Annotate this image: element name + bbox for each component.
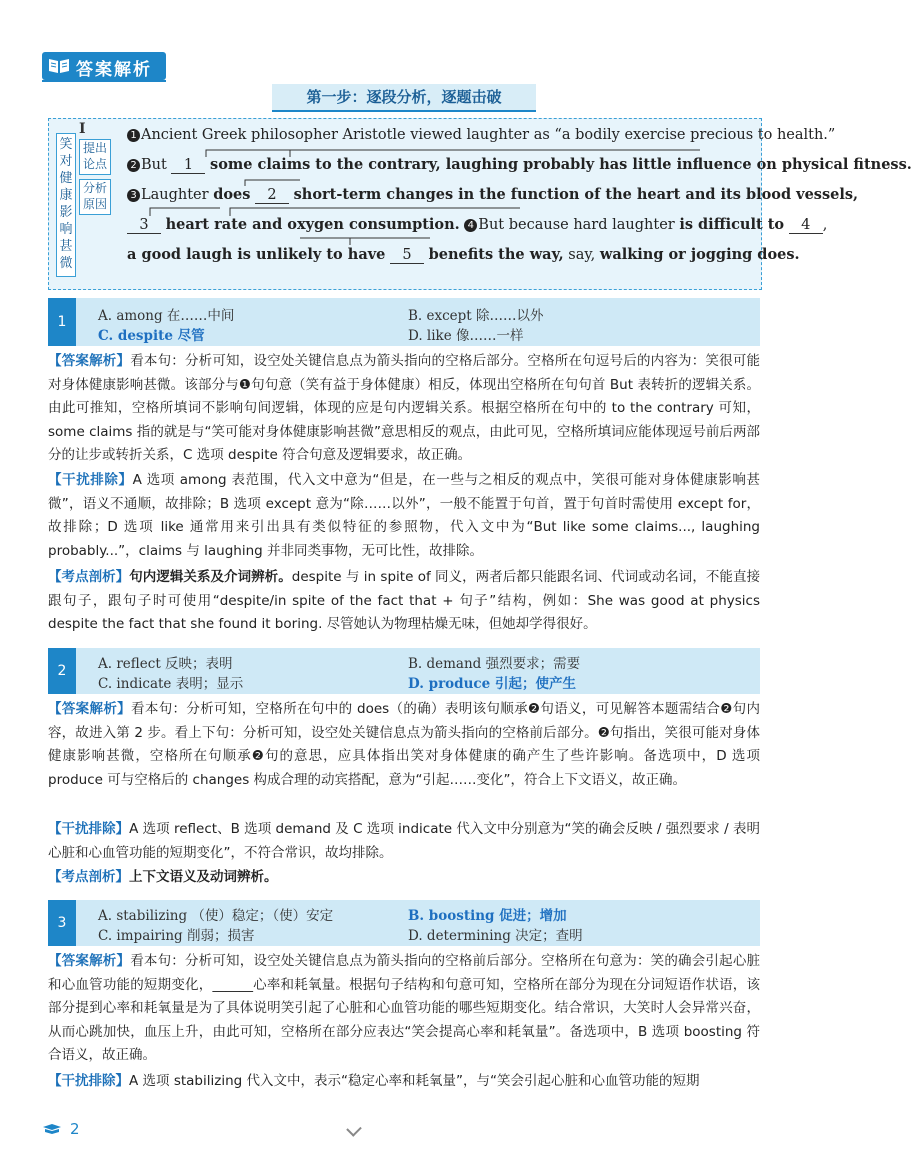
sentence-text: benefits the way, xyxy=(428,246,564,263)
option-c: C. indicate 表明；显示 xyxy=(98,676,244,692)
paragraph-theme-label: 笑对健康影响甚微 xyxy=(56,133,76,277)
passage-arrows xyxy=(0,0,800,300)
sentence-text: But because hard laughter xyxy=(478,217,675,233)
arrow-line xyxy=(350,238,430,245)
question-3-options xyxy=(48,900,760,946)
tag-analysis: 【答案解析】 xyxy=(48,353,131,369)
analysis-text: 看本句：分析可知，设空处关键信息点为箭头指向的空格后部分。空格所在句逗号后的内容为：笑很可能对身体健康影响甚微。该部分与❶句句意（笑有益于身体健康）相反，体现出空格所在句句首 But 表转折的逻辑关系。由此可推知，空格所填词不影响句间逻辑，体现的应是句内逻辑关系。根据空格所在句中的 to the contrary 可知，some claims 指的就是与“笑可能对身体健康影响甚微”意思相反的观点，由此可见，空格所填词应能体现逗号前后两部分的让步或转折关系，C 选项 despite 符合句意及逻辑要求，故正确。 xyxy=(48,353,761,463)
arrow-line xyxy=(230,208,520,216)
question-1-options xyxy=(48,298,760,346)
q3-answer-analysis xyxy=(48,950,760,1068)
tag-point: 【考点剖析】 xyxy=(48,569,130,585)
option-a: A. among 在……中间 xyxy=(98,308,235,324)
question-number: 2 xyxy=(48,648,76,694)
sentence-text: heart rate and oxygen consumption. xyxy=(165,216,460,233)
sentence-text: walking or jogging does. xyxy=(599,246,800,263)
point-title: 上下文语义及动词辨析。 xyxy=(129,869,278,885)
page-footer xyxy=(42,1120,80,1138)
sentence-number: 1 xyxy=(127,129,140,142)
point-title: 句内逻辑关系及介词辨析。 xyxy=(129,569,292,585)
option-c-correct: C. despite 尽管 xyxy=(98,328,205,344)
distractor-text: A 选项 stabilizing 代入文中，表示“稳定心率和耗氧量”，与“笑会引起心脏和心血管功能的短期 xyxy=(129,1073,700,1089)
tag-distractor: 【干扰排除】 xyxy=(48,1073,129,1089)
arrow-bracket xyxy=(206,150,290,157)
tag-distractor: 【干扰排除】 xyxy=(48,821,130,837)
sentence-text: Laughter xyxy=(141,187,209,203)
sentence-text: is difficult to xyxy=(679,216,785,233)
sentence-text: But xyxy=(141,157,167,173)
blank-4: 4 xyxy=(789,217,823,234)
tag-analysis: 【答案解析】 xyxy=(48,953,131,969)
q2-answer-analysis xyxy=(48,698,760,792)
arrow-bracket xyxy=(150,208,220,216)
q2-point xyxy=(48,866,760,890)
question-number: 1 xyxy=(48,298,76,346)
option-d: D. determining 决定；查明 xyxy=(408,928,583,944)
sentence-text: a good laugh is unlikely to have xyxy=(127,246,386,263)
check-mark xyxy=(346,1121,362,1137)
option-d-correct: D. produce 引起；使产生 xyxy=(408,676,576,692)
q1-answer-analysis xyxy=(48,350,760,468)
option-b: B. except 除……以外 xyxy=(408,308,544,324)
step-banner: 第一步：逐段分析，逐题击破 xyxy=(272,84,536,112)
option-a: A. reflect 反映；表明 xyxy=(98,656,233,672)
arrow-line xyxy=(206,150,700,157)
arrow-line xyxy=(245,180,300,186)
blank-5: 5 xyxy=(390,247,424,264)
intro-label: 提出论点 xyxy=(79,139,111,175)
q3-distractor xyxy=(48,1070,760,1094)
sentence-number: 2 xyxy=(127,159,140,172)
sentence-text: short-term changes in the function of the heart and its blood vessels, xyxy=(293,186,859,203)
option-d: D. like 像……一样 xyxy=(408,328,524,344)
option-b: B. demand 强烈要求；需要 xyxy=(408,656,581,672)
blank-3: 3 xyxy=(127,217,161,234)
section-title: 答案解析 xyxy=(76,60,152,80)
sentence-text: some claims to the contrary, laughing probably has little influence on physical fitness. xyxy=(210,156,912,173)
book-icon xyxy=(42,1123,62,1135)
sentence-text: Ancient Greek philosopher Aristotle viewed laughter as “a bodily exercise precious to health.” xyxy=(141,127,836,143)
arrow-line xyxy=(300,238,350,245)
q1-point xyxy=(48,566,760,637)
distractor-text: A 选项 reflect、B 选项 demand 及 C 选项 indicate 代入文中分别意为“笑的确会反映 / 强烈要求 / 表明心脏和心血管功能的短期变化”，不符合常识，故均排除。 xyxy=(48,821,761,861)
analysis-label: 分析原因 xyxy=(79,179,111,215)
sentence-text: does xyxy=(213,186,251,203)
q2-distractor xyxy=(48,818,760,865)
paragraph-number: I xyxy=(79,121,86,137)
analysis-text: 看本句：分析可知，设空处关键信息点为箭头指向的空格前后部分。空格所在句意为：笑的确会引起心脏和心血管功能的短期变化，______心率和耗氧量。根据句子结构和句意可知，空格所在部分为现在分词短语作状语，该部分提到心率和耗氧量是为了具体说明笑引起了心脏和心血管功能的哪些短期变化。结合常识，大笑时人会异常兴奋，从而心跳加快，血压上升，由此可知，空格所在部分应表达“笑会提高心率和耗氧量”。备选项中，B 选项 boosting 符合语义，故正确。 xyxy=(48,953,761,1063)
sentence-text: say, xyxy=(568,247,596,263)
tag-distractor: 【干扰排除】 xyxy=(48,472,133,488)
q1-distractor xyxy=(48,469,760,563)
point-text: despite 与 in spite of 同义，两者后都只能跟名词、代词或动名词，不能直接跟句子，跟句子时可使用“despite/in spite of the fact that + 句子”结构，例如：She was good at physics despite the fact that she found it boring. 尽管她认为物理枯燥无味，但她却学得很好。 xyxy=(48,569,761,632)
tag-point: 【考点剖析】 xyxy=(48,869,129,885)
page-number: 2 xyxy=(70,1120,80,1138)
question-number: 3 xyxy=(48,900,76,946)
sentence-number: 4 xyxy=(464,219,477,232)
blank-1: 1 xyxy=(171,157,205,174)
option-a: A. stabilizing （使）稳定；（使）安定 xyxy=(98,908,334,924)
sentence-number: 3 xyxy=(127,189,140,202)
option-b-correct: B. boosting 促进；增加 xyxy=(408,908,567,924)
distractor-text: A 选项 among 表范围，代入文中意为“但是，在一些与之相反的观点中，笑很可能对身体健康影响甚微”，语义不通顺，故排除；B 选项 except 意为“除……以外”，一般不能置于句首，置于句首时需使用 except for，故排除；D 选项 like 通常用来引出具有类似特征的参照物，代入文中为“But like some claims..., laughing probably...”，claims 与 laughing 并非同类事物，无可比性，故排除。 xyxy=(48,472,760,559)
passage-line-4: 3 heart rate and oxygen consumption. 4 But because hard laughter is difficult to 4 , xyxy=(127,216,827,234)
blank-2: 2 xyxy=(255,187,289,204)
tag-analysis: 【答案解析】 xyxy=(48,701,132,717)
question-2-options xyxy=(48,648,760,694)
option-c: C. impairing 削弱；损害 xyxy=(98,928,255,944)
analysis-text: 看本句：分析可知，空格所在句中的 does（的确）表明该句顺承❷句语义，可见解答本题需结合❷句内容，故进入第 2 步。看上下句：分析可知，设空处关键信息点为箭头指向的空格前后部分。❷句指出，笑很可能对身体健康影响甚微，空格所在句顺承❷句的意思，应具体指出笑对身体健康的确产生了些许影响。备选项中，D 选项 produce 可与空格后的 changes 构成合理的动宾搭配，意为“引起……变化”，符合上下文语义，故正确。 xyxy=(48,701,761,788)
